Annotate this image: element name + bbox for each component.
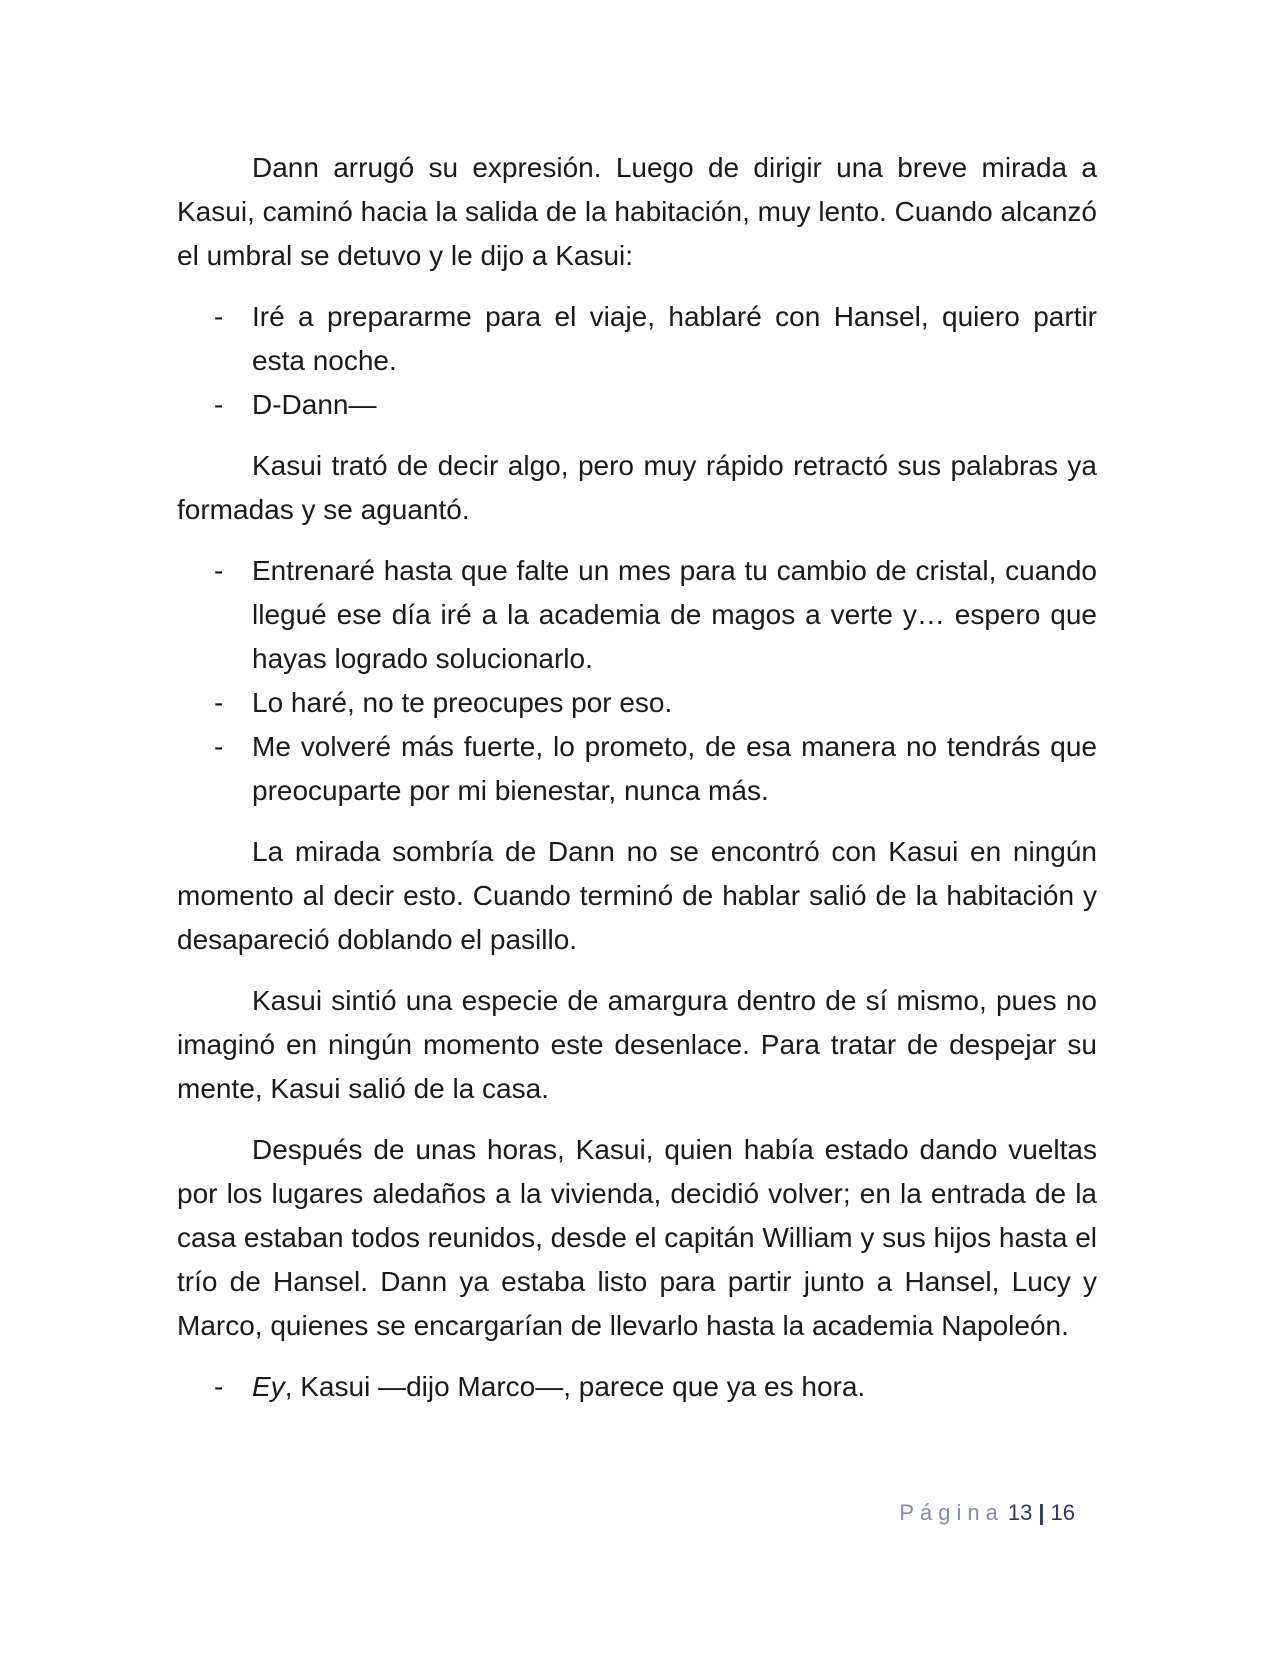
dialogue-dash: - <box>214 555 224 586</box>
dialogue-line <box>177 295 1097 383</box>
dialogue-text: , Kasui —dijo Marco—, parece que ya es hora. <box>284 1371 866 1402</box>
dialogue-list <box>177 295 1097 427</box>
dialogue-text: Me volveré más fuerte, lo prometo, de esa manera no tendrás que preocuparte por mi bienestar, nunca más. <box>252 731 1097 806</box>
dialogue-dash: - <box>214 389 224 420</box>
dialogue-dash: - <box>214 1371 224 1402</box>
page-separator: | <box>1038 1500 1045 1525</box>
dialogue-line <box>177 1365 1097 1409</box>
dialogue-line <box>177 383 1097 427</box>
dialogue-line <box>177 681 1097 725</box>
dialogue-list <box>177 549 1097 813</box>
current-page-number: 13 <box>1007 1500 1033 1525</box>
paragraph: Kasui sintió una especie de amargura dentro de sí mismo, pues no imaginó en ningún momento este desenlace. Para tratar de despejar su mente, Kasui salió de la casa. <box>177 985 1097 1104</box>
dialogue-italic-word: Ey <box>252 1371 285 1402</box>
dialogue-text: Entrenaré hasta que falte un mes para tu cambio de cristal, cuando llegué ese día iré a la academia de magos a verte y… espero que hayas logrado solucionarlo. <box>252 555 1097 674</box>
dialogue-text: D-Dann— <box>252 389 377 420</box>
page-label: Página <box>899 1500 1004 1525</box>
dialogue-dash: - <box>214 731 224 762</box>
paragraph: La mirada sombría de Dann no se encontró con Kasui en ningún momento al decir esto. Cuando terminó de hablar salió de la habitación y desapareció doblando el pasillo. <box>177 836 1097 955</box>
dialogue-dash: - <box>214 687 224 718</box>
paragraph: Dann arrugó su expresión. Luego de dirigir una breve mirada a Kasui, caminó hacia la salida de la habitación, muy lento. Cuando alcanzó el umbral se detuvo y le dijo a Kasui: <box>177 152 1097 271</box>
dialogue-dash: - <box>214 301 224 332</box>
paragraph: Después de unas horas, Kasui, quien había estado dando vueltas por los lugares aledaños a la vivienda, decidió volver; en la entrada de la casa estaban todos reunidos, desde el capitán William y sus hijos hasta el trío de Hansel. Dann ya estaba listo para partir junto a Hansel, Lucy y Marco, quienes se encargarían de llevarlo hasta la academia Napoleón. <box>177 1134 1097 1341</box>
dialogue-text: Iré a prepararme para el viaje, hablaré con Hansel, quiero partir esta noche. <box>252 301 1097 376</box>
dialogue-line <box>177 725 1097 813</box>
total-pages-number: 16 <box>1050 1500 1075 1525</box>
page-body <box>177 146 1097 1426</box>
dialogue-text: Lo haré, no te preocupes por eso. <box>252 687 673 718</box>
dialogue-list <box>177 1365 1097 1409</box>
dialogue-line <box>177 549 1097 681</box>
page-footer <box>800 1498 1075 1528</box>
paragraph: Kasui trató de decir algo, pero muy rápido retractó sus palabras ya formadas y se aguantó. <box>177 450 1097 525</box>
